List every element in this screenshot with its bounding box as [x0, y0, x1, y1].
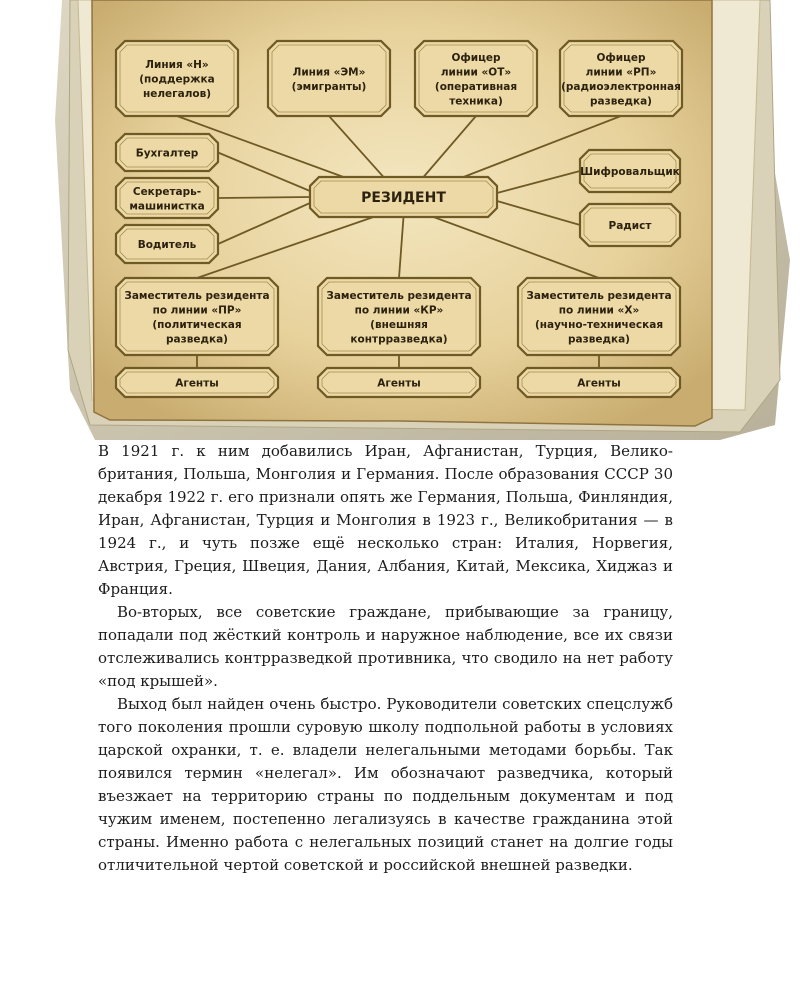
deputy-kr-box-text: по линии «КР» — [354, 304, 444, 317]
body-text — [98, 440, 673, 877]
officer-rp-box-text: (радиоэлектронная — [561, 80, 681, 93]
deputy-kr-box-text: Заместитель резидента — [326, 289, 472, 302]
link-deputy-1 — [399, 217, 404, 278]
deputy-pr-box — [116, 278, 278, 355]
link-right-1 — [497, 201, 580, 225]
officer-rp-box-text: Офицер — [596, 51, 646, 64]
radio-operator-box — [580, 204, 680, 246]
officer-rp-box-text: линии «РП» — [585, 66, 657, 79]
secretary-box-text: Секретарь- — [132, 185, 202, 198]
link-left-1 — [218, 197, 310, 198]
accountant-box — [116, 134, 218, 171]
deputy-x-box-text: (научно-техническая — [534, 318, 664, 331]
link-right-0 — [497, 171, 580, 193]
agents-box-1 — [116, 368, 278, 397]
paragraph-2: Во-вторых, все советские граждане, прибывающие за границу, попадали под жёсткий контроль и наружное наблюдение, все их связи отслеживались контрразведкой противника, что сводило на нет работу «под крышей». — [98, 603, 673, 690]
officer-ot-box — [415, 41, 537, 116]
agents-box-3 — [518, 368, 680, 397]
link-deputy-2 — [434, 217, 600, 278]
link-top-1 — [329, 116, 384, 177]
org-chart — [0, 0, 800, 445]
accountant-box-text: Бухгалтер — [135, 147, 199, 160]
agents-box-2 — [318, 368, 480, 397]
cipher-clerk-box — [580, 150, 680, 192]
secretary-box-text: машинистка — [129, 200, 205, 213]
deputy-x-box-text: по линии «Х» — [558, 304, 640, 317]
agents-box-2-text: Агенты — [377, 377, 421, 390]
line-em-box-text: Линия «ЭМ» — [292, 66, 366, 79]
officer-ot-box-text: (оперативная — [434, 80, 518, 93]
officer-rp-box — [560, 41, 682, 116]
driver-box-text: Водитель — [137, 239, 197, 251]
resident-box — [310, 177, 497, 217]
link-left-0 — [218, 153, 310, 192]
line-n-box-text: Линия «Н» — [145, 59, 209, 71]
deputy-x-box — [518, 278, 680, 355]
paragraph-1: В 1921 г. к ним добавились Иран, Афганистан, Турция, Великобритания, Польша, Монголия и Германия. После образования СССР 30 декабря 1922 г. его признали опять же Германия, Польша, Финляндия, Иран, Афганистан, Турция и Монголия в 1923 г., Великобритания — в 1924 г., и чуть позже ещё несколько стран: Италия, Норвегия, Австрия, Греция, Швеция, Дания, Албания, Китай, Мексика, Хиджаз и Франция. — [98, 442, 673, 598]
line-em-box-text: (эмигранты) — [291, 80, 367, 93]
deputy-pr-box-text: (политическая — [152, 318, 242, 331]
deputy-kr-box — [318, 278, 480, 355]
line-n-box-text: нелегалов) — [142, 88, 212, 100]
deputy-pr-box-text: разведка) — [166, 333, 228, 346]
deputy-kr-box-text: контрразведка) — [350, 333, 448, 346]
link-deputy-0 — [197, 217, 374, 278]
paper-stack — [0, 0, 800, 445]
chart-boxes — [116, 41, 682, 397]
line-em-box-frame — [268, 41, 390, 116]
officer-ot-box-text: техника) — [449, 95, 503, 108]
line-n-box — [116, 41, 238, 116]
link-left-2 — [218, 203, 310, 244]
radio-operator-box-text: Радист — [608, 220, 652, 232]
link-top-2 — [424, 116, 477, 177]
line-em-box — [268, 41, 390, 116]
agents-box-1-text: Агенты — [175, 377, 219, 390]
deputy-pr-box-text: по линии «ПР» — [152, 304, 242, 317]
cipher-clerk-box-text: Шифровальщик — [580, 166, 680, 178]
driver-box — [116, 225, 218, 263]
officer-ot-box-text: линии «ОТ» — [440, 66, 512, 79]
line-n-box-text: (поддержка — [139, 73, 215, 86]
secretary-box — [116, 178, 218, 218]
officer-rp-box-text: разведка) — [590, 95, 652, 108]
agents-box-3-text: Агенты — [577, 377, 621, 390]
deputy-x-box-text: Заместитель резидента — [526, 289, 672, 302]
deputy-kr-box-text: (внешняя — [370, 318, 428, 331]
officer-ot-box-text: Офицер — [451, 51, 501, 64]
deputy-x-box-text: разведка) — [568, 333, 630, 346]
resident-box-text: РЕЗИДЕНТ — [361, 190, 446, 206]
deputy-pr-box-text: Заместитель резидента — [124, 289, 270, 302]
paragraph-3: Выход был найден очень быстро. Руководители советских спецслужб того поколения прошли суровую школу подпольной работы в условиях царской охранки, т. е. владели нелегальными методами борьбы. Так появился термин «нелегал». Им обозначают разведчика, который въезжает на территорию страны по поддельным документам и под чужим именем, постепенно легализуясь в качестве гражданина этой страны. Именно работа с нелегальных позиций станет на долгие годы отличительной чертой советской и российской внешней разведки. — [98, 695, 673, 874]
